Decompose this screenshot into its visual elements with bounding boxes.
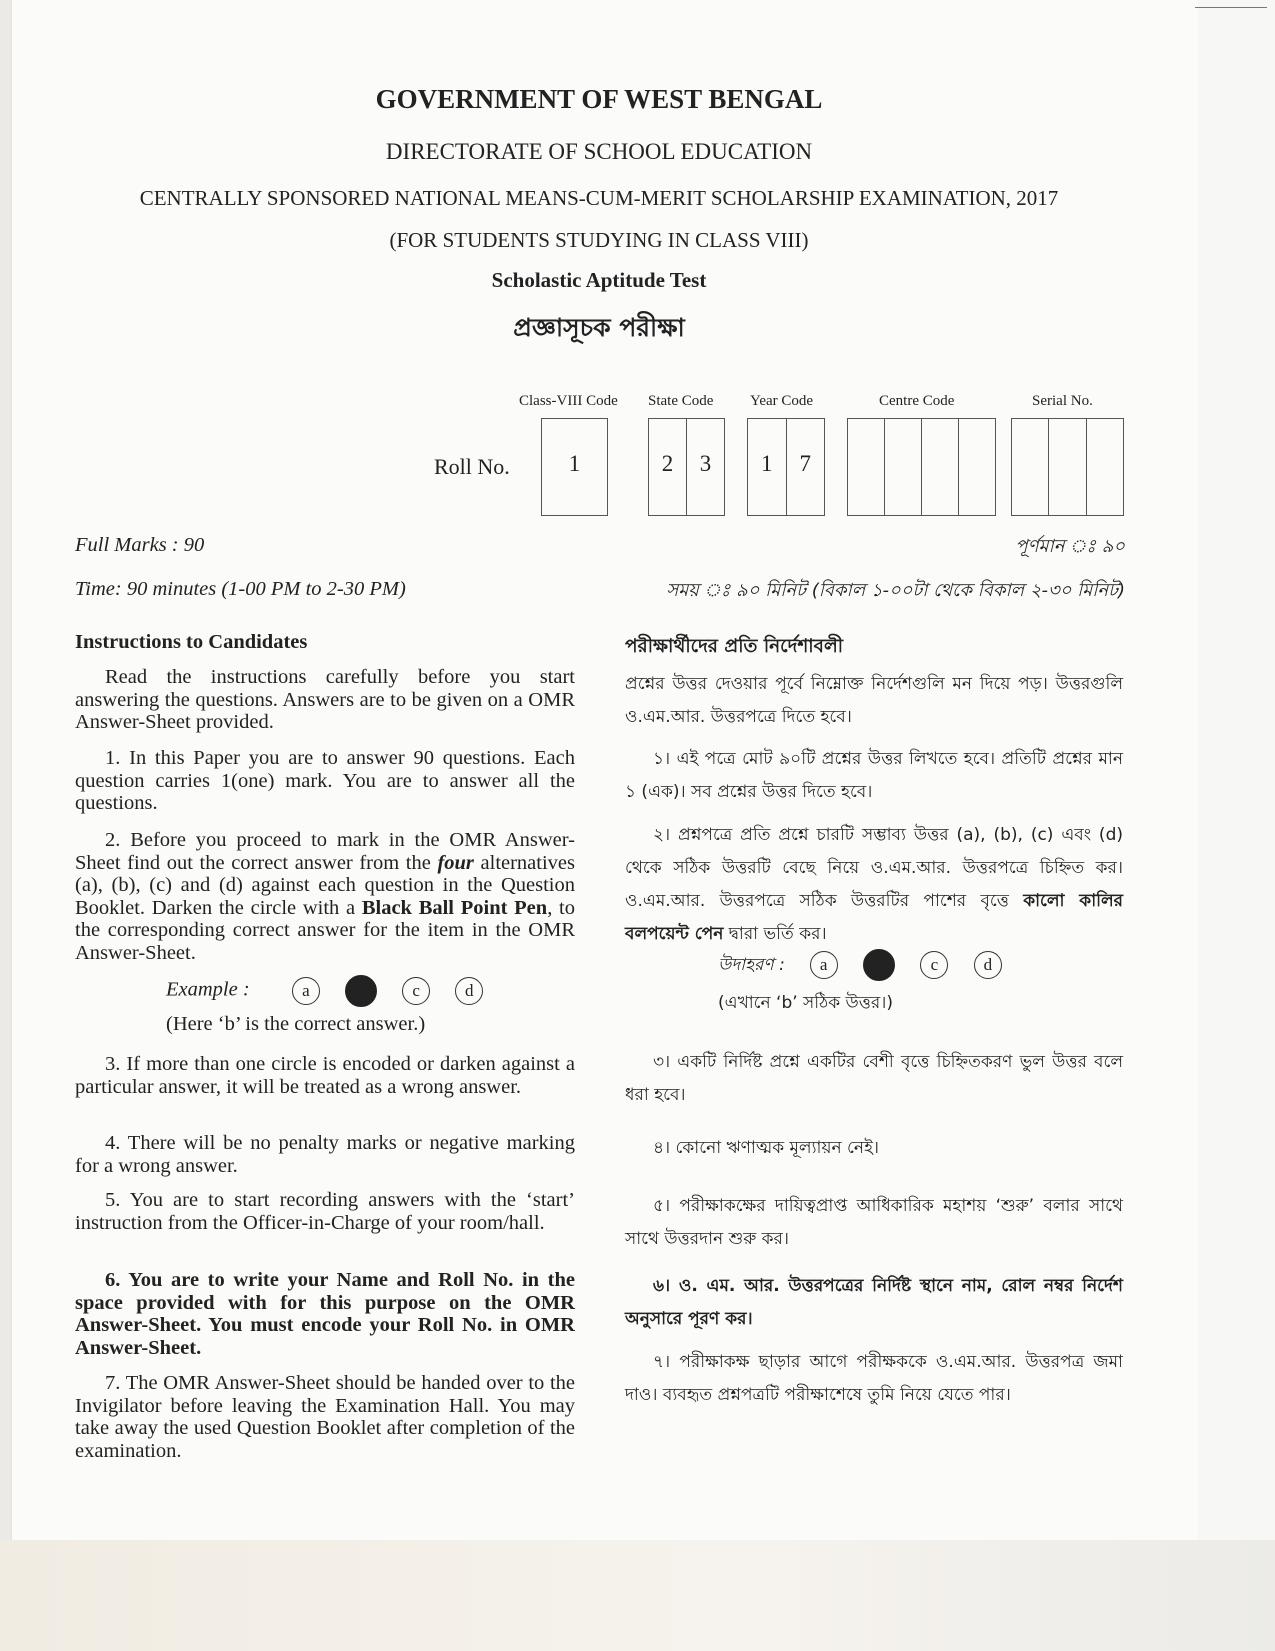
roll-digit: 1 <box>748 419 787 515</box>
example-label-en: Example : <box>166 978 250 1001</box>
instruction-2-text-a: 2. Before you proceed to mark in the OMR Answer-Sheet find out the correct answer from the <box>75 829 575 874</box>
roll-digit <box>922 419 959 515</box>
option-d-circle: d <box>455 977 483 1005</box>
instruction-4-bn: ৪। কোনো ঋণাত্মক মূল্যায়ন নেই। <box>653 1138 879 1158</box>
class-subtitle: (FOR STUDENTS STUDYING IN CLASS VIII) <box>389 228 809 252</box>
instructions-intro-en: Read the instructions carefully before you start answering the questions. Answers are to be given on a OMR Answer-Sheet provided. <box>75 666 575 733</box>
scan-margin <box>1198 0 1275 1651</box>
time-bn: সময় ঃ ৯০ মিনিট (বিকাল ১-০০টা থেকে বিকাল ২-৩০ মিনিট) <box>666 580 1125 601</box>
full-marks-en: Full Marks : 90 <box>75 534 205 556</box>
scan-edge-line <box>1195 7 1267 8</box>
time-en: Time: 90 minutes (1-00 PM to 2-30 PM) <box>75 578 406 600</box>
instruction-5-en: 5. You are to start recording answers with the ‘start’ instruction from the Officer-in-Charge of your room/hall. <box>75 1189 575 1234</box>
exam-title: CENTRALLY SPONSORED NATIONAL MEANS-CUM-MERIT SCHOLARSHIP EXAMINATION, 2017 <box>139 186 1059 210</box>
option-b-filled-circle <box>863 949 895 981</box>
option-b-filled-circle <box>345 975 377 1007</box>
roll-digit <box>1087 419 1123 515</box>
roll-digit <box>848 419 885 515</box>
example-row-bn <box>718 949 1012 981</box>
instruction-2-text-c: , to the corresponding correct answer for the item in the OMR Answer-Sheet. <box>75 896 575 964</box>
roll-digit: 1 <box>568 451 581 476</box>
roll-digit: 3 <box>699 451 712 476</box>
govt-title: GOVERNMENT OF WEST BENGAL <box>375 84 823 114</box>
instruction-5-bn: ৫। পরীক্ষাকক্ষের দায়িত্বপ্রাপ্ত আধিকারিক মহাশয় ‘শুরু’ বলার সাথে সাথে উত্তরদান শুরু কর। <box>625 1196 1123 1249</box>
instruction-1-bn: ১। এই পত্রে মোট ৯০টি প্রশ্নের উত্তর লিখতে হবে। প্রতিটি প্রশ্নের মান ১ (এক)। সব প্রশ্নের উত্তর দিতে হবে। <box>625 749 1123 802</box>
serial-no-box <box>1011 418 1124 516</box>
roll-digit <box>1012 419 1049 515</box>
state-code-box <box>648 418 725 516</box>
year-code-label: Year Code <box>750 393 814 409</box>
example-note-bn: (এখানে ‘b’ সঠিক উত্তর।) <box>718 993 893 1013</box>
roll-digit <box>885 419 922 515</box>
instructions-heading-bn: পরীক্ষার্থীদের প্রতি নির্দেশাবলী <box>625 636 844 657</box>
centre-code-label: Centre Code <box>879 393 955 409</box>
serial-no-label: Serial No. <box>1032 393 1093 409</box>
instruction-2-pen: Black Ball Point Pen <box>361 896 548 919</box>
instruction-6-bn: ৬। ও. এম. আর. উত্তরপত্রের নির্দিষ্ট স্থানে নাম, রোল নম্বর নির্দেশ অনুসারে পূরণ কর। <box>625 1276 1123 1329</box>
option-c-circle: c <box>920 951 948 979</box>
option-d-circle: d <box>974 951 1002 979</box>
example-row-en <box>166 975 493 1007</box>
roll-digit <box>959 419 995 515</box>
option-a-circle: a <box>810 951 838 979</box>
instruction-7-bn: ৭। পরীক্ষাকক্ষ ছাড়ার আগে পরীক্ষককে ও.এম.আর. উত্তরপত্র জমা দাও। ব্যবহৃত প্রশ্নপত্রটি পরীক্ষাশেষে তুমি নিয়ে যেতে পার। <box>625 1352 1123 1405</box>
instruction-1-en: 1. In this Paper you are to answer 90 questions. Each question carries 1(one) mark. You are to answer all the questions. <box>75 747 575 814</box>
instruction-7-en: 7. The OMR Answer-Sheet should be handed over to the Invigilator before leaving the Examination Hall. You may take away the used Question Booklet after completion of the examination. <box>75 1372 575 1462</box>
roll-digit: 7 <box>799 451 811 476</box>
instruction-2-text-b: alternatives (a), (b), (c) and (d) against each question in the Question Booklet. Darken the circle with a <box>75 851 576 919</box>
instruction-2-bn-text-b: দ্বারা ভর্তি কর। <box>723 924 827 944</box>
scan-bottom-band <box>0 1540 1275 1651</box>
test-name-bn: প্রজ্ঞাসূচক পরীক্ষা <box>513 313 685 342</box>
instructions-heading-en: Instructions to Candidates <box>75 631 308 653</box>
roll-digit <box>1049 419 1086 515</box>
centre-code-box <box>847 418 996 516</box>
instruction-3-bn: ৩। একটি নির্দিষ্ট প্রশ্নে একটির বেশী বৃত্তে চিহ্নিতকরণ ভুল উত্তর বলে ধরা হবে। <box>625 1052 1123 1105</box>
class-code-box <box>541 418 608 516</box>
year-code-box <box>747 418 825 516</box>
instruction-2-bn <box>625 819 1123 951</box>
option-a-circle: a <box>292 977 320 1005</box>
state-code-label: State Code <box>648 393 714 409</box>
class-code-label: Class-VIII Code <box>519 393 618 409</box>
full-marks-bn: পূর্ণমান ঃ ৯০ <box>1015 536 1125 557</box>
instructions-intro-bn: প্রশ্নের উত্তর দেওয়ার পূর্বে নিম্নোক্ত নির্দেশগুলি মন দিয়ে পড়। উত্তরগুলি ও.এম.আর. উত্তরপত্রে দিতে হবে। <box>625 674 1123 727</box>
example-label-bn: উদাহরণ : <box>718 955 785 975</box>
instruction-2-emphasis: four <box>437 851 474 874</box>
directorate-title: DIRECTORATE OF SCHOOL EDUCATION <box>385 139 813 164</box>
roll-digit: 2 <box>649 419 687 515</box>
instruction-2-bn-pen: কালো কালির বলপয়েন্ট পেন <box>625 891 1123 944</box>
instruction-4-en: 4. There will be no penalty marks or negative marking for a wrong answer. <box>75 1132 575 1177</box>
instruction-2-bn-text-a: ২। প্রশ্নপত্রে প্রতি প্রশ্নে চারটি সম্ভাব্য উত্তর (a), (b), (c) এবং (d) থেকে সঠিক উত্তরটি বেছে নিয়ে ও.এম.আর. উত্তরপত্রে চিহ্নিত কর। ও.এম.আর. উত্তরপত্রে সঠিক উত্তরটির পাশের বৃত্তে <box>625 825 1123 911</box>
roll-no-label: Roll No. <box>434 454 510 479</box>
test-name-en: Scholastic Aptitude Test <box>491 268 707 292</box>
option-c-circle: c <box>402 977 430 1005</box>
instruction-6-en: 6. You are to write your Name and Roll No. in the space provided with for this purpose on the OMR Answer-Sheet. You must encode your Roll No. in OMR Answer-Sheet. <box>75 1269 575 1359</box>
instruction-3-en: 3. If more than one circle is encoded or darken against a particular answer, it will be treated as a wrong answer. <box>75 1053 575 1098</box>
example-note-en: (Here ‘b’ is the correct answer.) <box>166 1013 426 1035</box>
instruction-2-en <box>75 829 575 964</box>
